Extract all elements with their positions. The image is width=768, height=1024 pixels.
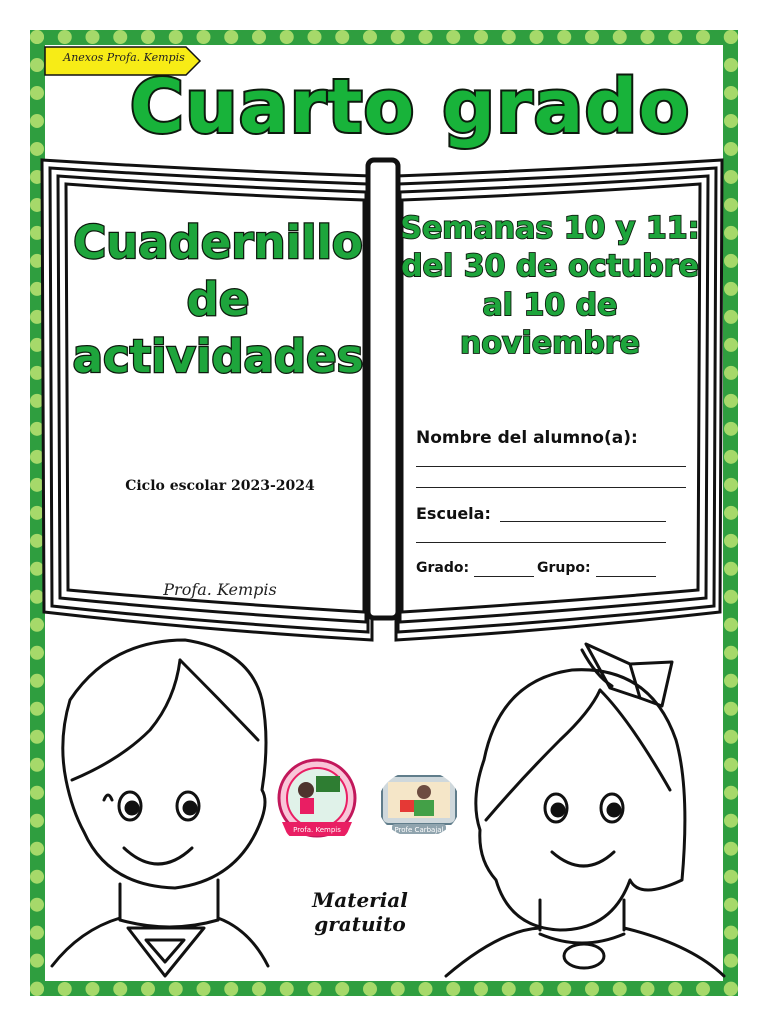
weeks-title-line-4: noviembre [459, 326, 641, 362]
profe-carbajal-logo [378, 770, 460, 838]
annex-tag-label: Anexos Profa. Kempis [63, 51, 185, 64]
girl-drawing [446, 644, 724, 976]
notebook-title-line-1: Cuadernillo [73, 216, 363, 269]
group-label: Grupo: [537, 560, 591, 576]
school-label: Escuela: [416, 504, 491, 523]
boy-drawing [52, 640, 268, 976]
weeks-title-line-1: Semanas 10 y 11: [400, 211, 700, 246]
page-title: Cuarto grado [129, 64, 691, 150]
school-year: Ciclo escolar 2023-2024 [125, 478, 315, 494]
student-name-label: Nombre del alumno(a): [416, 428, 638, 448]
notebook-title-line-3: actividades [72, 330, 364, 384]
weeks-title-line-2: del 30 de octubre [401, 249, 699, 285]
carbajal-logo-label: Profe Carbajal [394, 826, 444, 834]
profa-kempis-logo [276, 756, 358, 848]
author-name: Profa. Kempis [163, 580, 277, 599]
weeks-title-line-3: al 10 de [482, 287, 618, 323]
free-material-label: Material gratuito [312, 888, 408, 936]
notebook-title-line-2: de [186, 273, 250, 327]
kempis-logo-label: Profa. Kempis [293, 826, 341, 834]
grade-label: Grado: [416, 560, 470, 576]
